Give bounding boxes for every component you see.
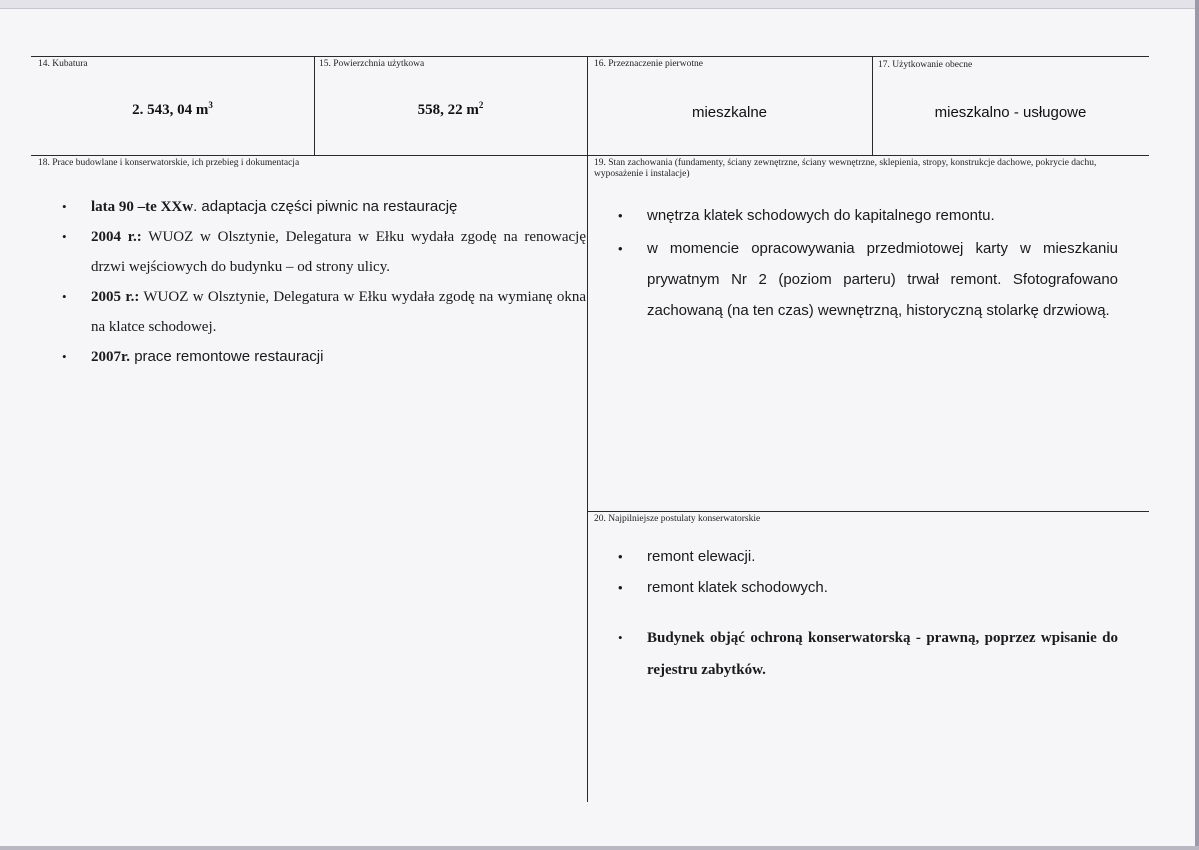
- cell-20-label: 20. Najpilniejsze postulaty konserwatorskie: [594, 514, 761, 524]
- cell-15-label: 15. Powierzchnia użytkowa: [319, 59, 425, 69]
- item-date: lata 90 –te XXw: [91, 199, 194, 215]
- cell-17-label: 17. Użytkowanie obecne: [878, 60, 973, 70]
- bullet-icon: •: [618, 208, 623, 223]
- list-item: [62, 342, 586, 372]
- bullet-icon: •: [62, 199, 67, 214]
- scan-top-edge: [0, 0, 1199, 9]
- item-text: wnętrza klatek schodowych do kapitalnego remontu.: [647, 207, 995, 224]
- list-item: [618, 572, 1118, 603]
- cell-18-label: 18. Prace budowlane i konserwatorskie, ich przebieg i dokumentacja: [38, 158, 300, 168]
- bullet-icon: •: [618, 630, 623, 645]
- bullet-icon: •: [618, 580, 623, 595]
- scan-bottom-edge: [0, 846, 1199, 850]
- bullet-icon: •: [618, 241, 623, 256]
- list-item: [62, 222, 586, 282]
- item-date: 2005 r.:: [91, 289, 140, 305]
- cell-14-label: 14. Kubatura: [38, 59, 88, 69]
- list-item: [618, 200, 1118, 231]
- cell-15-number: 558, 22 m: [417, 102, 479, 118]
- list-item: [62, 282, 586, 342]
- list-item: [618, 233, 1118, 326]
- cell-14-exponent: 3: [208, 100, 213, 110]
- cell-17-value: mieszkalno - usługowe: [934, 104, 1087, 121]
- cell-16-label: 16. Przeznaczenie pierwotne: [594, 59, 703, 69]
- bullet-icon: •: [62, 289, 67, 304]
- scan-right-edge: [1195, 0, 1199, 850]
- item-text: WUOZ w Olsztynie, Delegatura w Ełku wydała zgodę na renowację drzwi wejściowych do budynku – od strony ulicy.: [91, 229, 587, 275]
- item-text: WUOZ w Olsztynie, Delegatura w Ełku wydała zgodę na wymianę okna na klatce schodowej.: [91, 289, 586, 335]
- item-date: 2004 r.:: [91, 229, 142, 245]
- cell-16-value: mieszkalne: [691, 104, 768, 121]
- list-item: [62, 192, 586, 222]
- list-item: [618, 541, 1118, 572]
- grid-line-row3: [587, 511, 1149, 512]
- cell-20-list: [618, 541, 1118, 686]
- item-text: remont elewacji.: [647, 548, 756, 565]
- cell-19-label: 19. Stan zachowania (fundamenty, ściany zewnętrzne, ściany wewnętrzne, sklepienia, stropy, konstrukcje dachowe, pokrycie dachu, wyposażenie i instalacje): [594, 158, 1097, 179]
- item-text: . adaptacja części piwnic na restaurację: [193, 198, 458, 215]
- list-item: [618, 622, 1118, 686]
- cell-15-exponent: 2: [478, 100, 484, 110]
- grid-line-v2: [587, 56, 588, 802]
- item-date: 2007r.: [91, 349, 131, 365]
- item-text: remont klatek schodowych.: [647, 579, 828, 596]
- cell-18-list: [62, 192, 586, 372]
- item-text: prace remontowe restauracji: [130, 348, 324, 365]
- grid-line-row2: [31, 155, 1149, 156]
- bullet-icon: •: [62, 349, 67, 364]
- cell-19-list: [618, 200, 1118, 326]
- cell-15-value: [314, 100, 587, 119]
- grid-line-top: [31, 56, 1149, 57]
- item-text: Budynek objąć ochroną konserwatorską - prawną, poprzez wpisanie do rejestru zabytków.: [647, 630, 1118, 678]
- bullet-icon: •: [62, 229, 67, 244]
- item-text: w momencie opracowywania przedmiotowej karty w mieszkaniu prywatnym Nr 2 (poziom parteru) trwał remont. Sfotografowano zachowaną (na ten czas) wewnętrzną, historyczną stolarkę drzwiową.: [647, 240, 1118, 319]
- cell-14-value: [31, 100, 314, 119]
- cell-14-number: 2. 543, 04 m: [132, 102, 209, 118]
- bullet-icon: •: [618, 549, 623, 564]
- form-sheet: [0, 8, 1199, 850]
